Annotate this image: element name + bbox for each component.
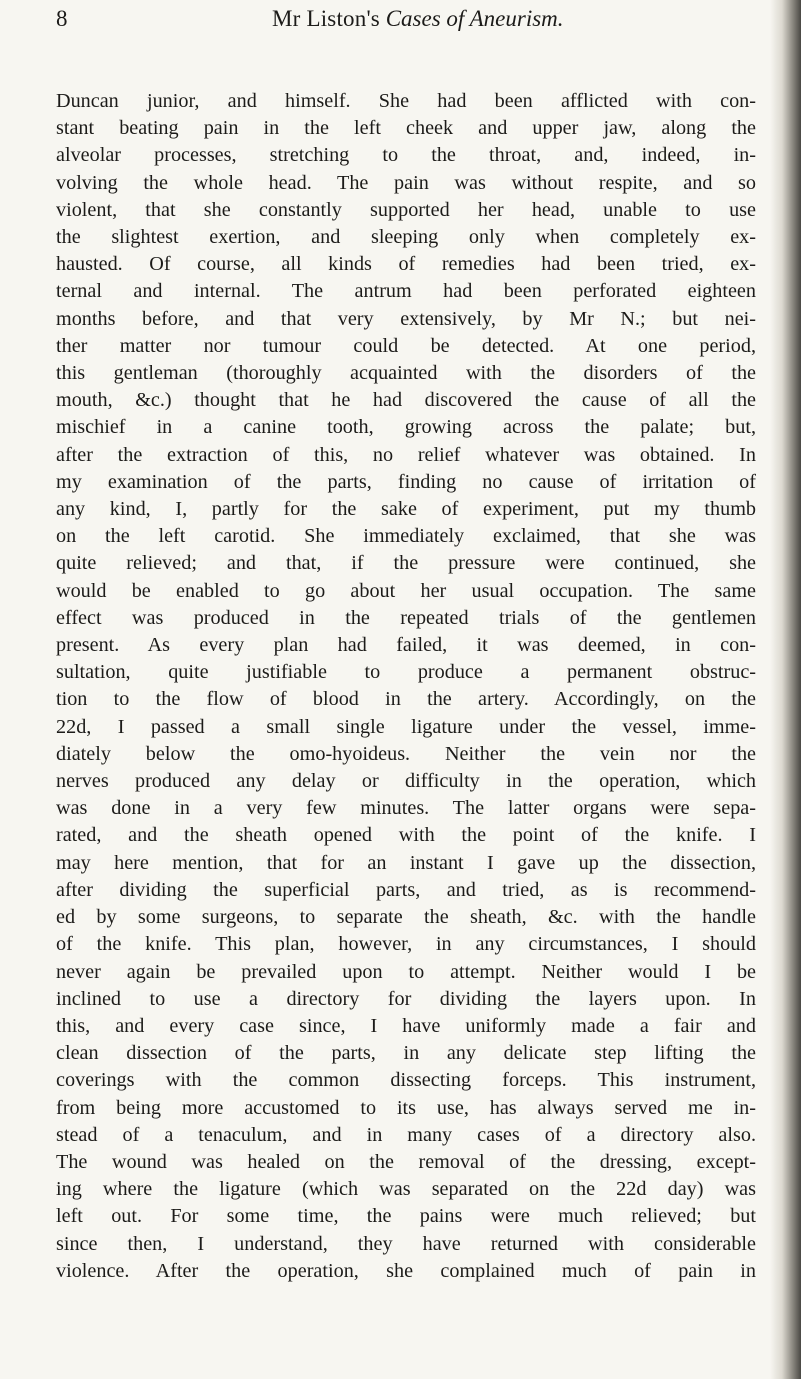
text-line: Duncan junior, and himself. She had been afflicted with con- [56,90,756,112]
text-line: alveolar processes, stretching to the throat, and, indeed, in- [56,144,756,167]
text-line: any kind, I, partly for the sake of experiment, put my thumb [56,498,756,521]
text-line: this, and every case since, I have uniformly made a fair and [56,1014,756,1037]
page-number: 8 [56,6,68,31]
text-line: from being more accustomed to its use, has always served me in- [56,1096,756,1119]
text-line: hausted. Of course, all kinds of remedies had been tried, ex- [56,253,756,276]
text-line: violence. After the operation, she complained much of pain in [56,1259,756,1282]
text-line: inclined to use a directory for dividing the layers upon. In [56,987,756,1010]
text-line: the slightest exertion, and sleeping only when completely ex- [56,226,756,249]
text-line: ed by some surgeons, to separate the sheath, &c. with the handle [56,906,756,929]
text-line: mischief in a canine tooth, growing across the palate; but, [56,416,756,439]
text-line: clean dissection of the parts, in any delicate step lifting the [56,1042,756,1065]
text-line: ing where the ligature (which was separated on the 22d day) was [56,1178,756,1201]
text-line: sultation, quite justifiable to produce a permanent obstruc- [56,661,756,684]
text-line: ther matter nor tumour could be detected. At one period, [56,334,756,357]
text-line: rated, and the sheath opened with the point of the knife. I [56,824,756,847]
text-line: never again be prevailed upon to attempt. Neither would I be [56,960,756,983]
text-line: may here mention, that for an instant I gave up the dissection, [56,851,756,874]
text-line: would be enabled to go about her usual occupation. The same [56,579,756,602]
text-line: diately below the omo-hyoideus. Neither the vein nor the [56,742,756,765]
text-line: violent, that she constantly supported her head, unable to use [56,198,756,221]
text-line: effect was produced in the repeated trials of the gentlemen [56,606,756,629]
text-line: after the extraction of this, no relief whatever was obtained. In [56,443,756,466]
text-line: quite relieved; and that, if the pressure were continued, she [56,552,756,575]
text-line: my examination of the parts, finding no cause of irritation of [56,470,756,493]
text-line: coverings with the common dissecting forceps. This instrument, [56,1069,756,1092]
text-line: left out. For some time, the pains were much relieved; but [56,1205,756,1228]
text-line: stead of a tenaculum, and in many cases of a directory also. [56,1123,756,1146]
text-line: tion to the flow of blood in the artery. Accordingly, on the [56,688,756,711]
text-line: was done in a very few minutes. The latter organs were sepa- [56,797,756,820]
text-line: mouth, &c.) thought that he had discovered the cause of all the [56,389,756,412]
text-line: months before, and that very extensively, by Mr N.; but nei- [56,307,756,330]
text-line: this gentleman (thoroughly acquainted with the disorders of the [56,362,756,385]
text-line: ternal and internal. The antrum had been perforated eighteen [56,280,756,303]
running-head-author: Mr Liston's [272,6,380,31]
text-line: volving the whole head. The pain was without respite, and so [56,171,756,194]
text-line: of the knife. This plan, however, in any circumstances, I should [56,933,756,956]
text-line: 22d, I passed a small single ligature under the vessel, imme- [56,715,756,738]
text-line: present. As every plan had failed, it was deemed, in con- [56,634,756,657]
text-line: after dividing the superficial parts, and tried, as is recommend- [56,878,756,901]
body-text [56,88,756,1285]
running-head-title: Cases of Aneurism. [385,6,564,31]
text-line: stant beating pain in the left cheek and upper jaw, along the [56,117,756,140]
running-header [0,6,801,36]
text-line: since then, I understand, they have returned with considerable [56,1232,756,1255]
text-line: nerves produced any delay or difficulty in the operation, which [56,770,756,793]
text-line: The wound was healed on the removal of the dressing, except- [56,1150,756,1173]
text-line: on the left carotid. She immediately exclaimed, that she was [56,525,756,548]
running-head [272,6,564,32]
